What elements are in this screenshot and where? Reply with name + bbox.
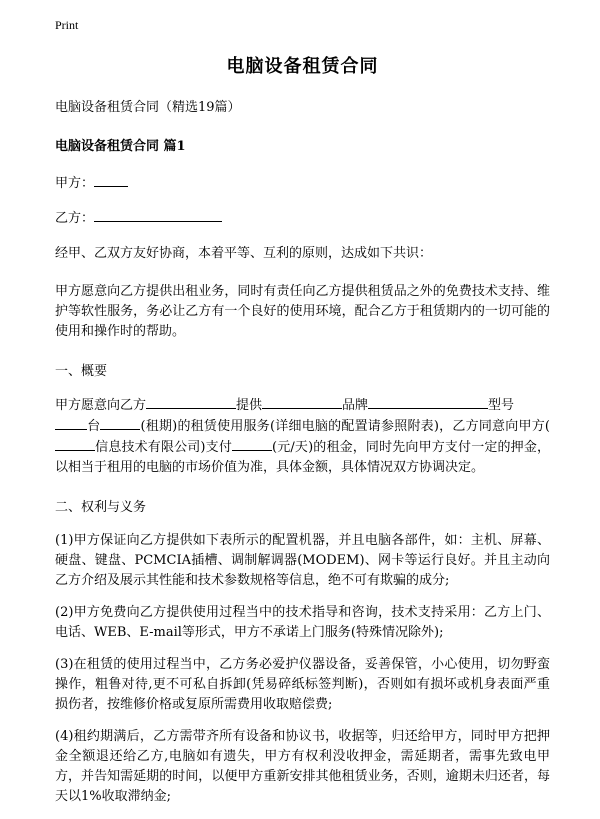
party-a-label: 甲方： bbox=[55, 176, 95, 191]
party-a-blank bbox=[94, 173, 128, 187]
overview-text-8: (元/天)的租金，同时先向甲方支付一定的押金，以相当于租用的电脑的市场价值为准，具体金额，具体情况双方协调决定。 bbox=[55, 440, 550, 475]
document-subtitle: 电脑设备租赁合同（精选19篇） bbox=[55, 100, 241, 115]
print-link[interactable]: Print bbox=[55, 18, 79, 32]
overview-text-2: 提供 bbox=[236, 398, 263, 413]
overview-blank-1 bbox=[146, 395, 236, 409]
document-body bbox=[55, 52, 550, 819]
overview-blank-2 bbox=[262, 395, 342, 409]
clause-4: (4)租约期满后，乙方需带齐所有设备和协议书，收据等，归还给甲方，同时甲方把押金全额退还给乙方,电脑如有遗失，甲方有权利没收押金，需延期者，需事先致电甲方，并告知需延期的时间，以便甲方重新安排其他租赁业务，否则，逾期未归还者，每天以1%收取滞纳金; bbox=[55, 729, 550, 804]
clause-1: (1)甲方保证向乙方提供如下表所示的配置机器，并且电脑各部件，如：主机、屏幕、硬盘、键盘、PCMCIA插槽、调制解调器(MODEM)、网卡等运行良好。并且主动向乙方介绍及展示其性能和技术参数规格等信息，绝不可有欺骗的成分; bbox=[55, 533, 550, 588]
party-b-label: 乙方： bbox=[55, 211, 95, 226]
overview-text-7: 信息技术有限公司)支付 bbox=[95, 440, 232, 455]
clause-2: (2)甲方免费向乙方提供使用过程当中的技术指导和咨询，技术支持采用：乙方上门、电话、WEB、E-mail等形式，甲方不承诺上门服务(特殊情况除外); bbox=[55, 605, 550, 640]
party-a-line bbox=[55, 172, 550, 191]
heading-rights: 二、权利与义务 bbox=[55, 500, 147, 515]
overview-text-5: 台 bbox=[87, 419, 101, 434]
overview-paragraph bbox=[55, 395, 550, 478]
overview-blank-7 bbox=[232, 437, 272, 451]
overview-text-1: 甲方愿意向乙方 bbox=[55, 398, 147, 413]
overview-blank-3 bbox=[368, 395, 488, 409]
overview-text-4: 型号 bbox=[488, 398, 515, 413]
purpose-paragraph: 甲方愿意向乙方提供出租业务，同时有责任向乙方提供租赁品之外的免费技术支持、维护等软性服务，务必让乙方有一个良好的使用环境，配合乙方于租赁期内的一切可能的使用和操作时的帮助。 bbox=[55, 284, 550, 339]
overview-blank-4 bbox=[55, 416, 87, 430]
overview-text-3: 品牌 bbox=[342, 398, 369, 413]
overview-blank-6 bbox=[55, 437, 95, 451]
overview-blank-5 bbox=[100, 416, 140, 430]
party-b-blank bbox=[94, 208, 222, 222]
overview-text-6: (租期)的租赁使用服务(详细电脑的配置请参照附表)，乙方同意向甲方( bbox=[140, 419, 550, 434]
intro-paragraph: 经甲、乙双方友好协商，本着平等、互利的原则，达成如下共识： bbox=[55, 246, 433, 261]
clause-3: (3)在租赁的使用过程当中，乙方务必爱护仪器设备，妥善保管，小心使用，切勿野蛮操作，粗鲁对待,更不可私自拆卸(凭易碎纸标签判断)，否则如有损坏或机身表面严重损伤者，按维修价格或复原所需费用收取赔偿费; bbox=[55, 657, 550, 712]
page-title: 电脑设备租赁合同 bbox=[226, 56, 379, 77]
party-b-line bbox=[55, 207, 550, 226]
section-title: 电脑设备租赁合同 篇1 bbox=[55, 139, 186, 154]
heading-overview: 一、概要 bbox=[55, 364, 108, 379]
